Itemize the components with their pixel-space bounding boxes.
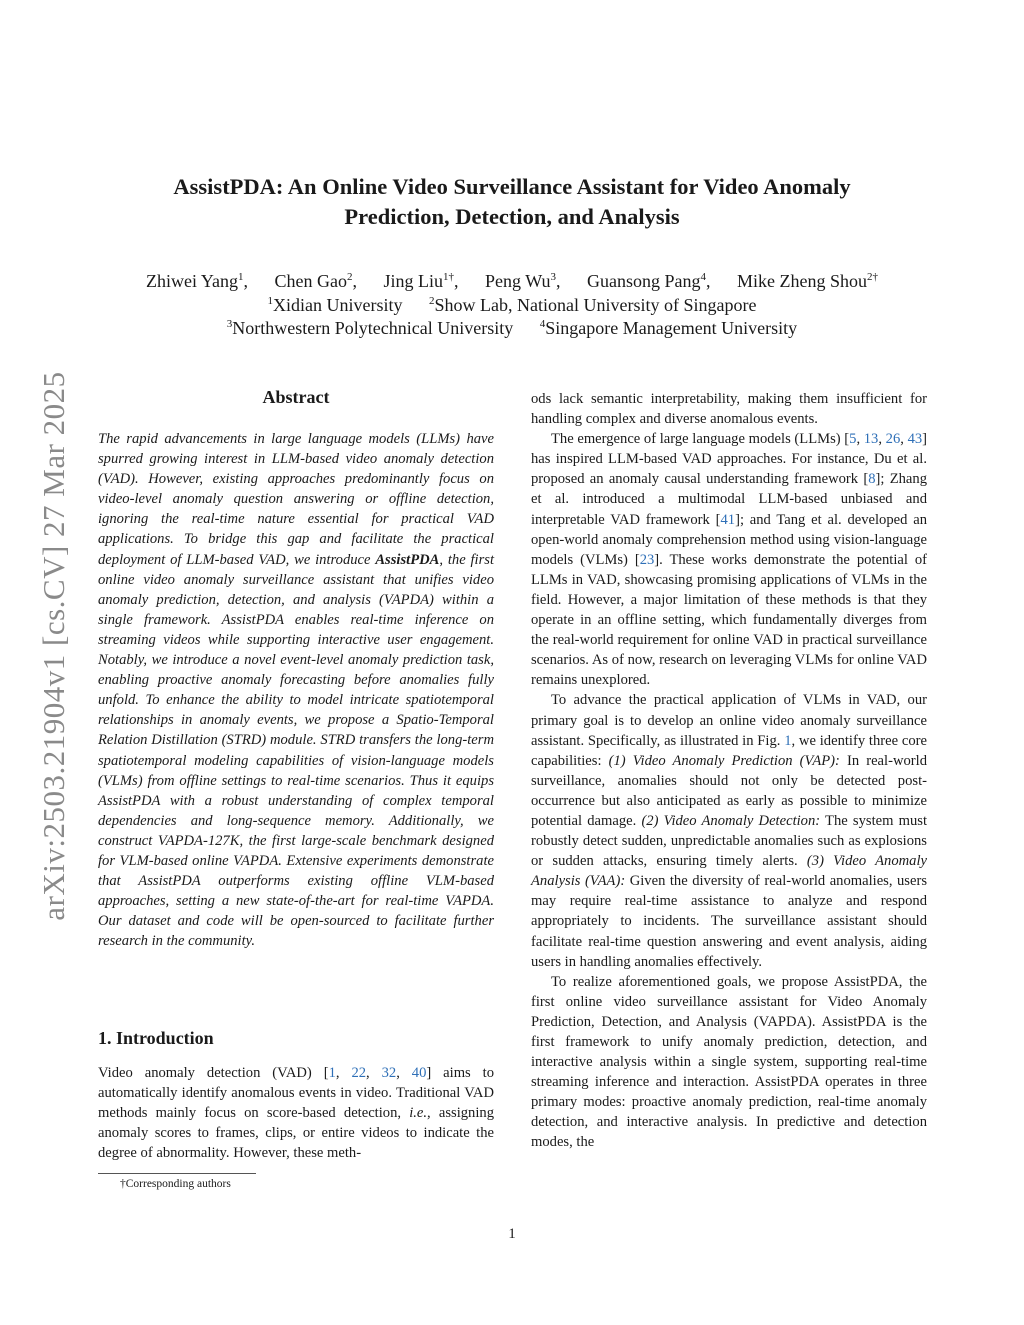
citation-link[interactable]: 32 (381, 1065, 397, 1081)
author-name: Chen Gao$^2$, (274, 271, 358, 291)
citation-link[interactable]: 43 (907, 431, 923, 448)
affiliation-line-2 (60, 317, 964, 341)
author-name: Zhiwei Yang$^1$, (146, 271, 249, 291)
title-line-2: Prediction, Detection, and Analysis (344, 204, 680, 229)
figure-link[interactable]: 1 (784, 732, 792, 749)
method-name: AssistPDA (375, 551, 440, 568)
paper-title (80, 172, 944, 232)
right-column (531, 389, 927, 1153)
page-number: 1 (508, 1226, 516, 1242)
citation-link[interactable]: 41 (720, 511, 736, 528)
author-block (60, 270, 964, 341)
citation-link[interactable]: 22 (351, 1065, 367, 1081)
author-name: Guansong Pang$^4$, (586, 271, 711, 291)
author-name: Mike Zheng Shou$^{2\dagger}$ (736, 271, 878, 291)
author-name: Peng Wu$^3$, (485, 271, 561, 291)
paragraph-core-capabilities: To advance the practical application of VLMs in VAD, our primary goal is to develop an online video anomaly surveillance assistant. Specifically, as illustrated in Fig. 1, we identify three core capabilities: (1) Video Anomaly Prediction (VAP): In real-world surveillance, anomalies should not only be detected post-occurrence but also anticipated as early as possible to minimize potential damage. (2) Video Anomaly Detection: The system must robustly detect sudden, unpredictable anomalies such as explosions or sudden attacks, ensuring timely alerts. (3) Video Anomaly Analysis (VAA): Given the diversity of real-world anomalies, users may require real-time assistance to analyze and respond appropriately to incidents. The surveillance assistant should facilitate real-time question answering and event analysis, aiding users in handling anomalies effectively. (531, 692, 928, 970)
affiliation-line-1 (60, 294, 964, 318)
section-heading-introduction: 1. Introduction (98, 1028, 214, 1048)
affiliation: $^4$Singapore Management University (539, 318, 798, 338)
citation-link[interactable]: 5 (849, 431, 857, 448)
author-list (60, 270, 964, 294)
citation-link[interactable]: 26 (885, 431, 901, 448)
paragraph-llm-vad: The emergence of large language models (LLMs) [5, 13, 26, 43] has inspired LLM-based VAD approaches. For instance, Du et al. proposed an anomaly causal understanding framework [8]; Zhang et al. introduced a multimodal LLM-based unbiased and interpretable VAD framework [41]; and Tang et al. developed an open-world anomaly comprehension method using vision-language models (VLMs) [23]. These works demonstrate the potential of LLMs in VAD, showcasing promising applications of VLMs in the field. However, a major limitation of these methods is that they operate in an offline setting, which fundamentally diverges from the real-world requirement for online VAD in practical surveillance scenarios. As of now, research on leveraging VLMs for online VAD remains unexplored. (531, 431, 928, 689)
arxiv-identifier-stamp: arXiv:2503.21904v1 [cs.CV] 27 Mar 2025 (36, 371, 71, 921)
citation-link[interactable]: 23 (639, 551, 655, 568)
affiliation: $^3$Northwestern Polytechnical University (226, 318, 514, 338)
introduction-paragraph: Video anomaly detection (VAD) [1, 22, 32, 40] aims to automatically identify anomalous events in video. Traditional VAD methods mainly focus on score-based detection, i.e., assigning anomaly scores to frames, clips, or entire videos to indicate the degree of abnormality. However, these meth- (98, 1065, 495, 1162)
author-name: Jing Liu$^{1\dagger}$, (383, 271, 459, 291)
citation-link[interactable]: 40 (411, 1065, 427, 1081)
citation-link[interactable]: 13 (863, 431, 879, 448)
affiliation: $^2$Show Lab, National University of Singapore (429, 294, 757, 315)
footnote-divider (98, 1173, 256, 1174)
paragraph-proposal: To realize aforementioned goals, we propose AssistPDA, the first online video surveillance assistant for Video Anomaly Prediction, Detection, and Analysis (VAPDA). AssistPDA is the first framework to unify anomaly prediction, detection, and interactive analysis within a single system, supporting real-time streaming inference and interaction. AssistPDA operates in three primary modes: proactive anomaly prediction, real-time anomaly detection, and interactive analysis. In predictive and detection modes, the (531, 973, 927, 1151)
citation-link[interactable]: 1 (328, 1065, 336, 1081)
footnote-corresponding-authors: †Corresponding authors (120, 1178, 231, 1190)
abstract-heading: Abstract (262, 387, 330, 407)
abstract-text: The rapid advancements in large language models (LLMs) have spurred growing interest in LLM-based video anomaly detection (VAD). However, existing approaches predominantly focus on video-level anomaly question answering or offline detection, ignoring the real-time nature essential for practical VAD applications. To bridge this gap and facilitate the practical deployment of LLM-based VAD, we introduce AssistPDA, the first online video anomaly surveillance assistant that unifies video anomaly prediction, detection, and analysis (VAPDA) within a single framework. AssistPDA enables real-time inference on streaming videos while supporting interactive user engagement. Notably, we introduce a novel event-level anomaly prediction task, enabling proactive anomaly forecasting before anomalies fully unfold. To enhance the ability to model intricate spatiotemporal relationships in anomaly events, we propose a Spatio-Temporal Relation Distillation (STRD) module. STRD transfers the long-term spatiotemporal modeling capabilities of vision-language models (VLMs) from offline settings to real-time scenarios. Thus it equips AssistPDA with a robust understanding of complex temporal dependencies and long-sequence memory. Additionally, we construct VAPDA-127K, the first large-scale benchmark designed for VLM-based online VAPDA. Extensive experiments demonstrate that AssistPDA outperforms existing offline VLM-based approaches, setting a new state-of-the-art for real-time VAPDA. Our dataset and code will be open-sourced to facilitate further research in the community. (98, 431, 495, 950)
affiliation: $^1$Xidian University (267, 294, 403, 315)
paragraph-continued: ods lack semantic interpretability, making them insufficient for handling complex and diverse anomalous events. (531, 391, 927, 428)
citation-link[interactable]: 8 (868, 471, 876, 488)
title-line-1: AssistPDA: An Online Video Surveillance Assistant for Video Anomaly (173, 174, 851, 199)
